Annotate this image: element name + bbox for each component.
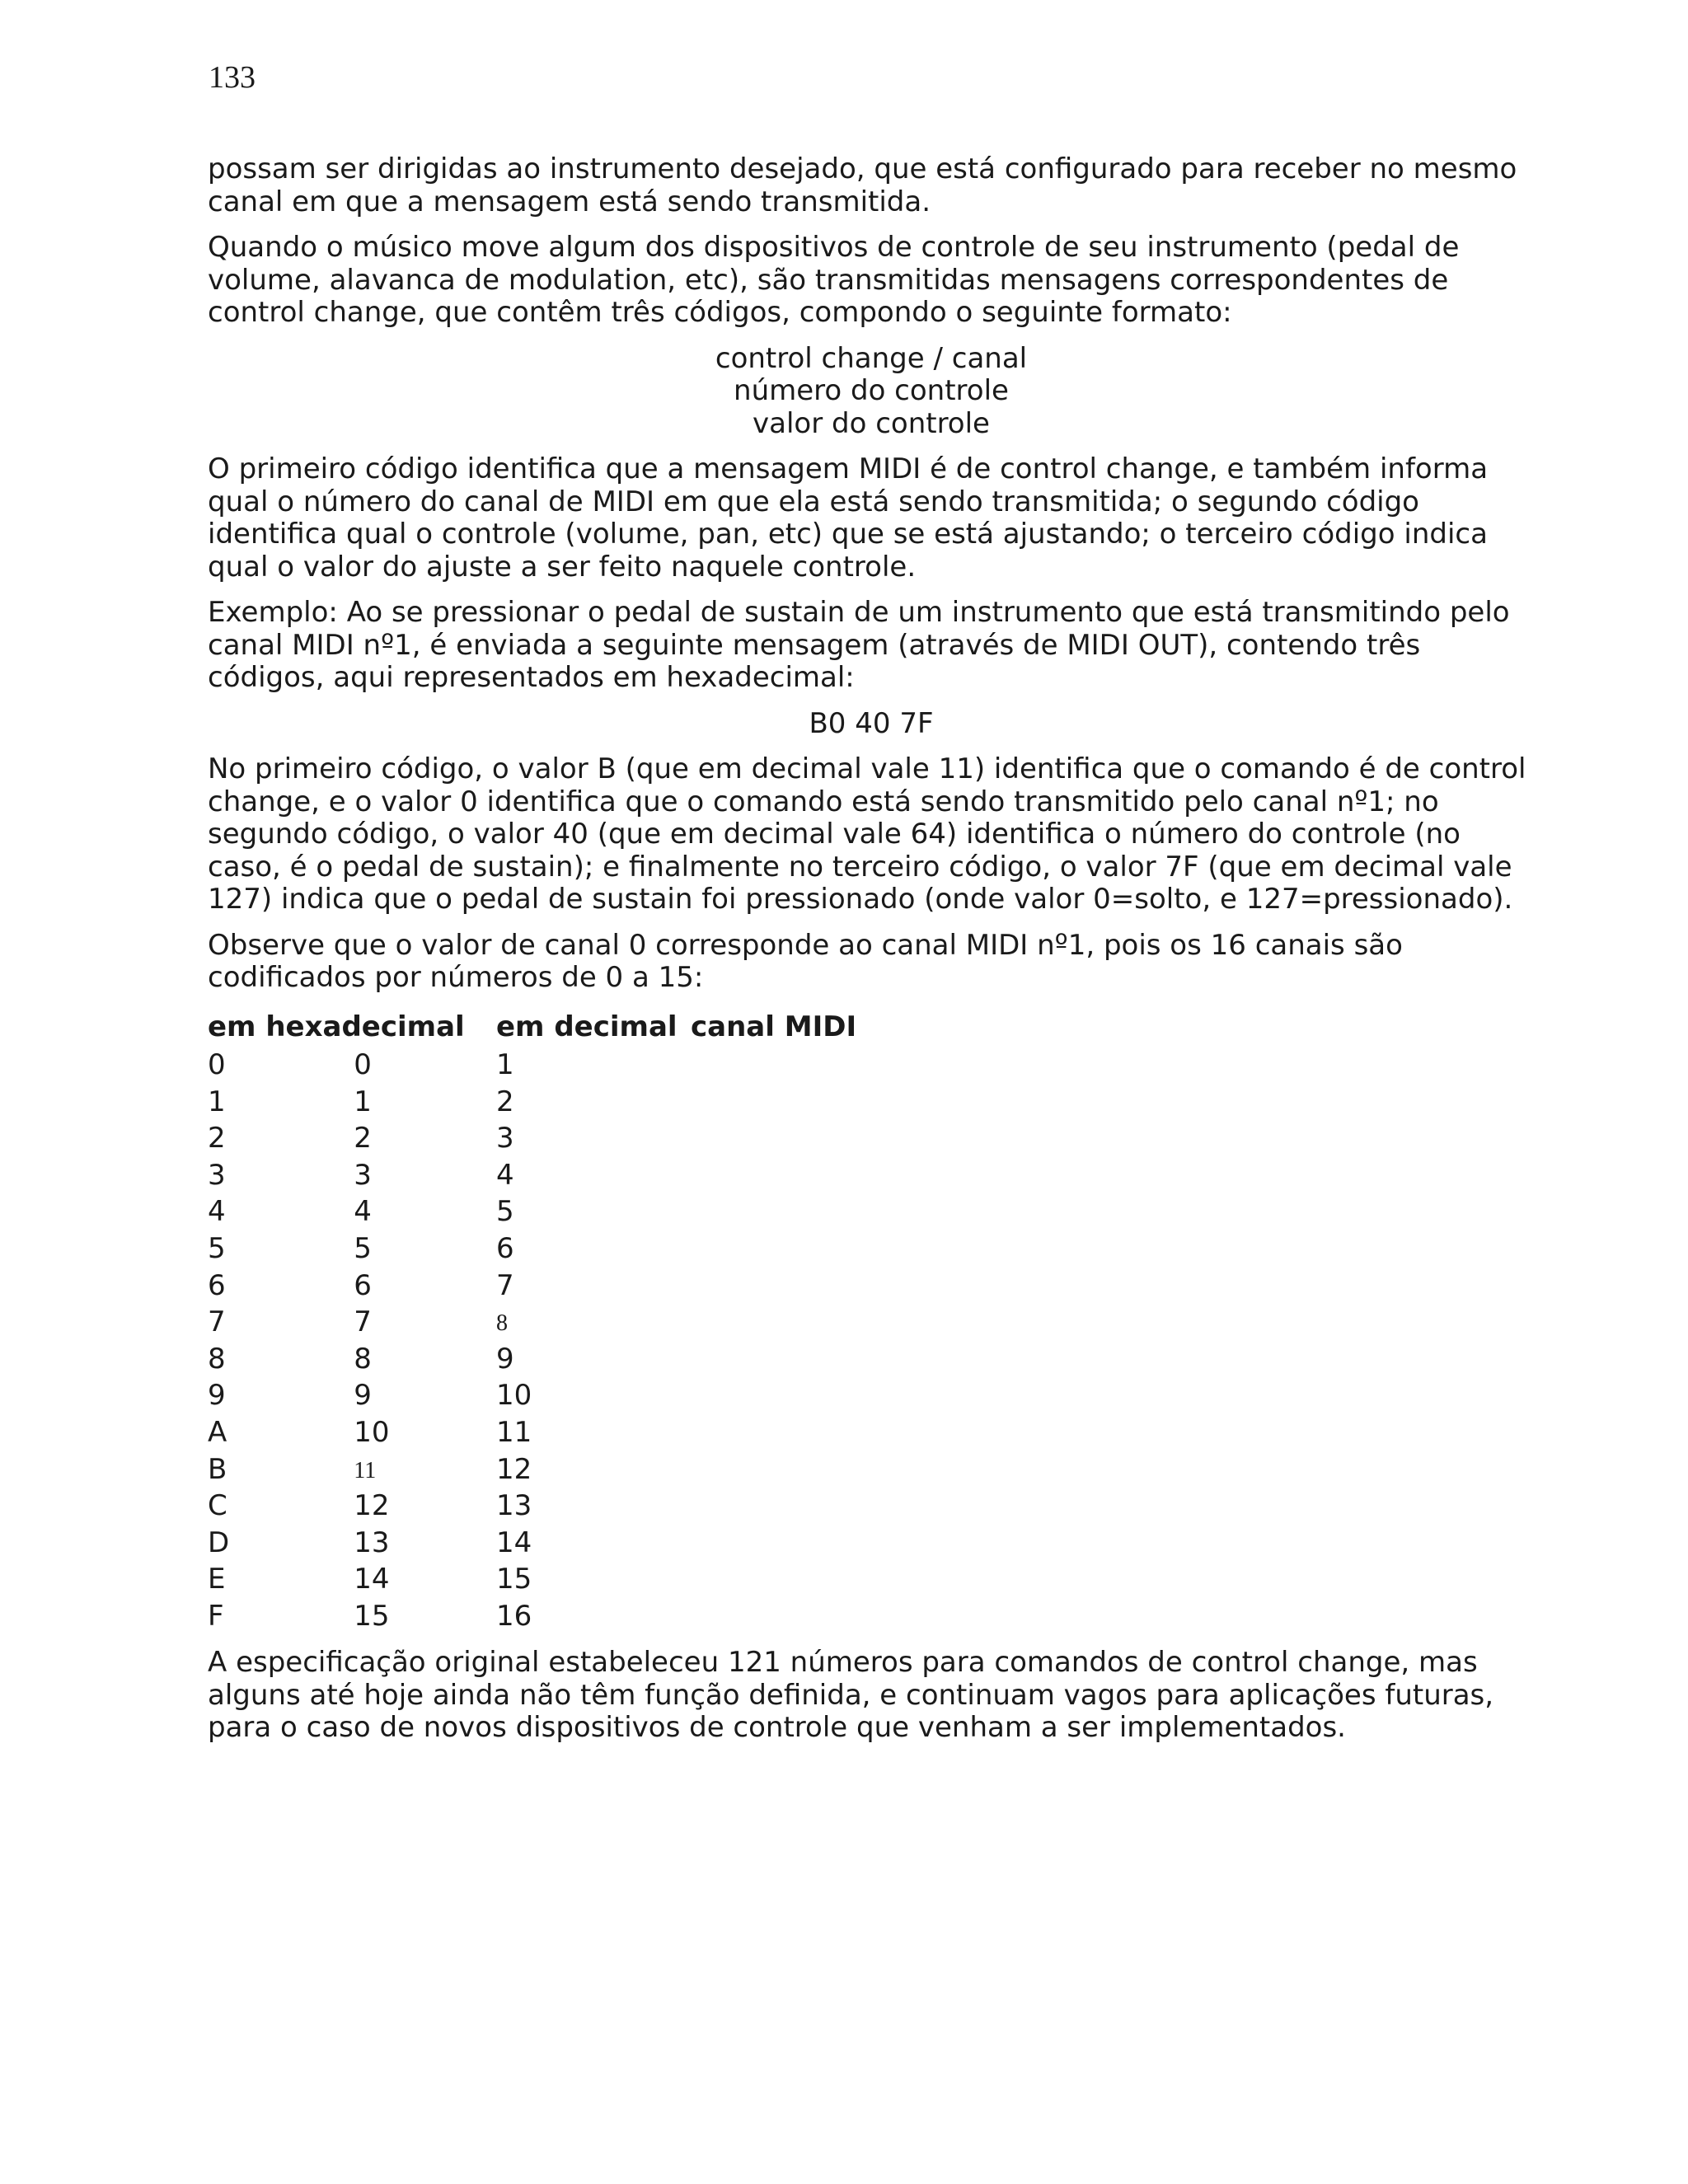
- paragraph: O primeiro código identifica que a mensagem MIDI é de control change, e também informa qual o número do canal de MIDI em que ela está sendo transmitida; o segundo código identifica qual o controle (volume, pan, etc) que se está ajustando; o terceiro código indica qual o valor do ajuste a ser feito naquele controle.: [208, 452, 1489, 583]
- table-cell: [354, 1451, 496, 1488]
- table-cell: 2: [208, 1122, 226, 1155]
- table-row: [208, 1305, 856, 1342]
- table-cell: E: [208, 1563, 226, 1596]
- table-cell: 12: [354, 1489, 390, 1523]
- paragraph: Exemplo: Ao se pressionar o pedal de sustain de um instrumento que está transmitindo pelo canal MIDI nº1, é enviada a seguinte mensagem (através de MIDI OUT), contendo três códigos, aqui representados em hexadecimal:: [208, 596, 1510, 694]
- table-cell: 12: [496, 1452, 532, 1486]
- table-cell: F: [208, 1599, 224, 1633]
- table-row: [208, 1378, 856, 1415]
- table-cell: 7: [354, 1305, 372, 1339]
- table-row: [208, 1157, 856, 1194]
- format-line: valor do controle: [753, 406, 990, 440]
- table-cell: 5: [208, 1232, 226, 1266]
- table-cell: 9: [354, 1379, 372, 1413]
- table-cell: 6: [208, 1268, 226, 1302]
- paragraph: No primeiro código, o valor B (que em decimal vale 11) identifica que o comando é de control change, e o valor 0 identifica que o comando está sendo transmitido pelo canal nº1; no segundo código, o valor 40 (que em decimal vale 64) identifica o número do controle (no caso, é o pedal de sustain); e finalmente no terceiro código, o valor 7F (que em decimal vale 127) indica que o pedal de sustain foi pressionado (onde valor 0=solto, e 127=pressionado).: [208, 752, 1526, 916]
- table-row: [208, 1194, 856, 1231]
- format-line: control change / canal: [715, 341, 1028, 375]
- table-cell: 1: [354, 1085, 372, 1118]
- example-code: B0 40 7F: [809, 706, 934, 740]
- paragraph: possam ser dirigidas ao instrumento desejado, que está configurado para receber no mesmo canal em que a mensagem está sendo transmitida.: [208, 152, 1517, 218]
- paragraph: Quando o músico move algum dos dispositivos de controle de seu instrumento (pedal de volume, alavanca de modulation, etc), são transmitidas mensagens correspondentes de control change, que contêm três códigos, compondo o seguinte formato:: [208, 231, 1460, 329]
- table-cell: [496, 1305, 691, 1342]
- table-cell: 9: [496, 1342, 514, 1376]
- table-row: [208, 1341, 856, 1378]
- table-cell: D: [208, 1526, 230, 1559]
- format-line: número do controle: [734, 374, 1009, 407]
- table-cell: C: [208, 1489, 227, 1523]
- table-row: [208, 1562, 856, 1599]
- table-cell: 6: [496, 1232, 514, 1266]
- table-row: [208, 1414, 856, 1451]
- midi-channel-table: [208, 1008, 856, 1636]
- table-cell: 0: [208, 1048, 226, 1082]
- table-cell: 2: [354, 1122, 372, 1155]
- table-cell: 9: [208, 1379, 226, 1413]
- table-cell: 15: [496, 1563, 532, 1596]
- table-row: [208, 1047, 856, 1085]
- paragraph: Observe que o valor de canal 0 corresponde ao canal MIDI nº1, pois os 16 canais são codificados por números de 0 a 15:: [208, 928, 1403, 994]
- table-row: [208, 1230, 856, 1268]
- table-cell: A: [208, 1415, 227, 1449]
- table-cell: 1: [496, 1048, 514, 1082]
- table-cell: 11: [496, 1415, 532, 1449]
- table-cell: 6: [354, 1268, 372, 1302]
- header-midi-channel: canal MIDI: [691, 1010, 857, 1043]
- paragraph: A especificação original estabeleceu 121 números para comandos de control change, mas alguns até hoje ainda não têm função definida, e continuam vagos para aplicações futuras, para o caso de novos dispositivos de controle que venham a ser implementados.: [208, 1646, 1494, 1744]
- table-cell: 0: [354, 1048, 372, 1082]
- table-cell: 4: [208, 1195, 226, 1229]
- table-cell: 3: [354, 1158, 372, 1192]
- message-format: [208, 343, 1535, 441]
- header-decimal: em decimal: [496, 1010, 678, 1043]
- table-row: [208, 1525, 856, 1562]
- table-cell: 13: [496, 1489, 532, 1523]
- table-cell: 1: [208, 1085, 226, 1118]
- table-row: [208, 1488, 856, 1526]
- table-header-row: [208, 1008, 856, 1047]
- table-cell: 3: [208, 1158, 226, 1192]
- table-cell: 5: [496, 1195, 514, 1229]
- table-cell: 10: [354, 1415, 390, 1449]
- table-cell: 2: [496, 1085, 514, 1118]
- table-cell: 16: [496, 1599, 532, 1633]
- page-number: 133: [209, 60, 256, 95]
- table-cell: 8: [354, 1342, 372, 1376]
- table-cell: 8: [208, 1342, 226, 1376]
- table-cell: B: [208, 1452, 227, 1486]
- table-cell: 4: [354, 1195, 372, 1229]
- table-row: [208, 1121, 856, 1158]
- table-cell: 14: [496, 1526, 532, 1559]
- table-cell: 7: [496, 1268, 514, 1302]
- table-row: [208, 1451, 856, 1488]
- header-hexadecimal: em hexadecimal: [208, 1010, 465, 1043]
- page-content: [208, 153, 1535, 1758]
- table-cell-text: 11: [354, 1457, 377, 1483]
- table-cell: 3: [496, 1122, 514, 1155]
- table-cell: 7: [208, 1305, 226, 1339]
- table-cell: 15: [354, 1599, 390, 1633]
- table-row: [208, 1084, 856, 1121]
- table-row: [208, 1598, 856, 1635]
- table-cell: 10: [496, 1379, 532, 1413]
- table-row: [208, 1268, 856, 1305]
- table-cell-text: 8: [496, 1310, 508, 1337]
- table-cell: 13: [354, 1526, 390, 1559]
- table-cell: 4: [496, 1158, 514, 1192]
- table-cell: 14: [354, 1563, 390, 1596]
- table-cell: 5: [354, 1232, 372, 1266]
